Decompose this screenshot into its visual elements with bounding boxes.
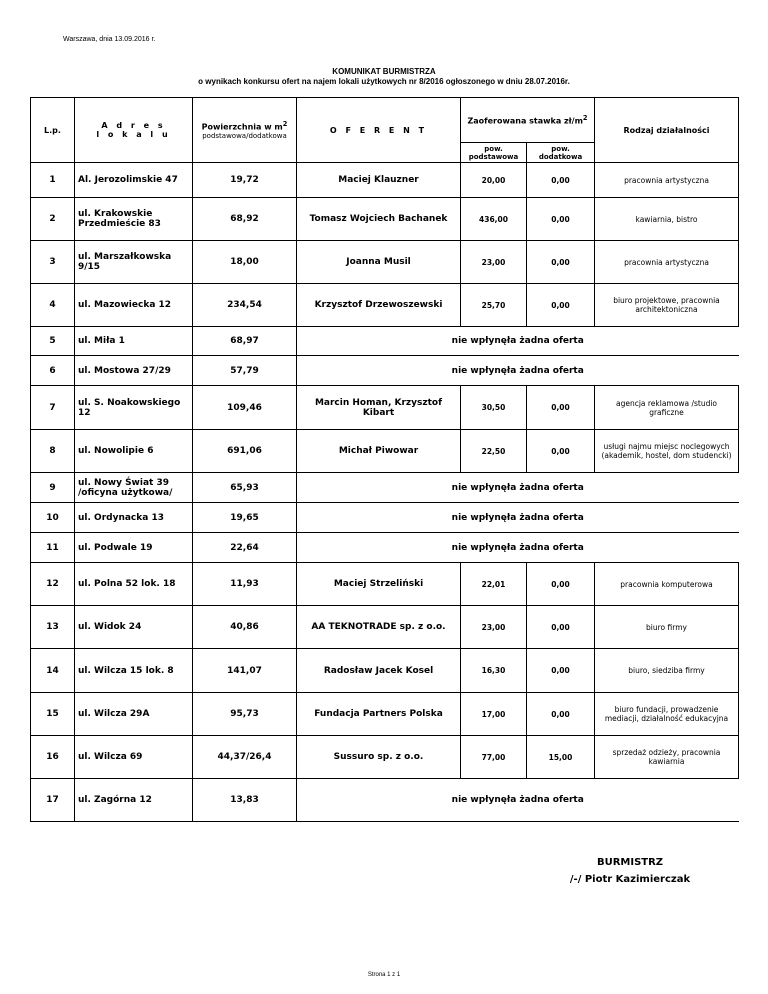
header-pow-label: Powierzchnia w $m^2$ <box>201 120 288 132</box>
cell-lp: 15 <box>31 693 75 736</box>
cell-stawka-podstawowa: 30,50 <box>461 386 527 430</box>
table-row <box>31 198 739 241</box>
table-row <box>31 386 739 430</box>
cell-oferent: Marcin Homan, Krzysztof Kibart <box>297 386 461 430</box>
cell-stawka-dodatkowa: 0,00 <box>527 430 595 473</box>
table-row <box>31 284 739 327</box>
table-row <box>31 163 739 198</box>
cell-powierzchnia: 95,73 <box>193 693 297 736</box>
cell-adres: ul. Polna 52 lok. 18 <box>75 563 193 606</box>
cell-stawka-dodatkowa: 0,00 <box>527 386 595 430</box>
header-adres-line2: l o k a l u <box>96 130 171 139</box>
cell-lp: 3 <box>31 241 75 284</box>
cell-powierzchnia: 691,06 <box>193 430 297 473</box>
cell-lp: 17 <box>31 779 75 822</box>
cell-stawka-dodatkowa: 0,00 <box>527 163 595 198</box>
header-oferent: O F E R E N T <box>297 98 461 163</box>
cell-stawka-podstawowa: 436,00 <box>461 198 527 241</box>
page-footer: Strona 1 z 1 <box>367 972 401 978</box>
cell-stawka-podstawowa: 23,00 <box>461 241 527 284</box>
cell-rodzaj: kawiarnia, bistro <box>595 198 739 241</box>
table-row <box>31 430 739 473</box>
cell-rodzaj: agencja reklamowa /studio graficzne <box>595 386 739 430</box>
cell-lp: 16 <box>31 736 75 779</box>
cell-lp: 5 <box>31 327 75 356</box>
cell-rodzaj: biuro, siedziba firmy <box>595 649 739 693</box>
cell-oferent: Fundacja Partners Polska <box>297 693 461 736</box>
cell-rodzaj: biuro projektowe, pracownia architektoniczna <box>595 284 739 327</box>
cell-powierzchnia: 234,54 <box>193 284 297 327</box>
table-row <box>31 736 739 779</box>
header-powierzchnia <box>193 98 297 163</box>
cell-powierzchnia: 22,64 <box>193 533 297 563</box>
cell-no-offer: nie wpłynęła żadna oferta <box>297 473 739 503</box>
header-pow-podstawowa: pow. podstawowa <box>461 143 527 163</box>
header-pow-dodatkowa: pow. dodatkowa <box>527 143 595 163</box>
results-table <box>30 97 739 822</box>
header-adres-line1: A d r e s <box>101 121 166 130</box>
cell-powierzchnia: 11,93 <box>193 563 297 606</box>
cell-stawka-podstawowa: 22,01 <box>461 563 527 606</box>
cell-lp: 6 <box>31 356 75 386</box>
cell-adres: Al. Jerozolimskie 47 <box>75 163 193 198</box>
cell-lp: 2 <box>31 198 75 241</box>
cell-no-offer: nie wpłynęła żadna oferta <box>297 356 739 386</box>
table-row <box>31 503 739 533</box>
cell-adres: ul. Mazowiecka 12 <box>75 284 193 327</box>
cell-adres: ul. Krakowskie Przedmieście 83 <box>75 198 193 241</box>
cell-rodzaj: pracownia artystyczna <box>595 241 739 284</box>
cell-stawka-dodatkowa: 15,00 <box>527 736 595 779</box>
cell-lp: 12 <box>31 563 75 606</box>
cell-oferent: Joanna Musil <box>297 241 461 284</box>
cell-stawka-dodatkowa: 0,00 <box>527 198 595 241</box>
cell-lp: 13 <box>31 606 75 649</box>
cell-rodzaj: pracownia komputerowa <box>595 563 739 606</box>
cell-stawka-podstawowa: 20,00 <box>461 163 527 198</box>
cell-rodzaj: biuro firmy <box>595 606 739 649</box>
table-row <box>31 563 739 606</box>
cell-powierzchnia: 68,97 <box>193 327 297 356</box>
cell-rodzaj: pracownia artystyczna <box>595 163 739 198</box>
cell-lp: 4 <box>31 284 75 327</box>
cell-no-offer: nie wpłynęła żadna oferta <box>297 503 739 533</box>
cell-oferent: Maciej Klauzner <box>297 163 461 198</box>
cell-stawka-podstawowa: 16,30 <box>461 649 527 693</box>
cell-stawka-podstawowa: 17,00 <box>461 693 527 736</box>
header-rodzaj: Rodzaj działalności <box>595 98 739 163</box>
cell-lp: 14 <box>31 649 75 693</box>
cell-stawka-podstawowa: 77,00 <box>461 736 527 779</box>
cell-adres: ul. Wilcza 29A <box>75 693 193 736</box>
table-row <box>31 356 739 386</box>
document-title: KOMUNIKAT BURMISTRZA <box>332 67 436 76</box>
cell-stawka-dodatkowa: 0,00 <box>527 649 595 693</box>
cell-stawka-dodatkowa: 0,00 <box>527 284 595 327</box>
cell-powierzchnia: 19,72 <box>193 163 297 198</box>
cell-stawka-dodatkowa: 0,00 <box>527 693 595 736</box>
cell-stawka-podstawowa: 25,70 <box>461 284 527 327</box>
cell-oferent: Tomasz Wojciech Bachanek <box>297 198 461 241</box>
cell-lp: 1 <box>31 163 75 198</box>
header-adres <box>75 98 193 163</box>
cell-oferent: AA TEKNOTRADE sp. z o.o. <box>297 606 461 649</box>
cell-stawka-dodatkowa: 0,00 <box>527 241 595 284</box>
cell-lp: 10 <box>31 503 75 533</box>
cell-adres: ul. Podwale 19 <box>75 533 193 563</box>
cell-stawka-dodatkowa: 0,00 <box>527 563 595 606</box>
table-row <box>31 533 739 563</box>
document-subtitle: o wynikach konkursu ofert na najem lokali użytkowych nr 8/2016 ogłoszonego w dniu 28.07.2016r. <box>198 77 570 86</box>
cell-oferent: Sussuro sp. z o.o. <box>297 736 461 779</box>
cell-powierzchnia: 141,07 <box>193 649 297 693</box>
cell-rodzaj: biuro fundacji, prowadzenie mediacji, działalność edukacyjna <box>595 693 739 736</box>
cell-powierzchnia: 109,46 <box>193 386 297 430</box>
cell-oferent: Michał Piwowar <box>297 430 461 473</box>
table-row <box>31 606 739 649</box>
table-row <box>31 779 739 822</box>
cell-oferent: Maciej Strzeliński <box>297 563 461 606</box>
table-row <box>31 693 739 736</box>
cell-powierzchnia: 44,37/26,4 <box>193 736 297 779</box>
cell-adres: ul. Ordynacka 13 <box>75 503 193 533</box>
cell-powierzchnia: 65,93 <box>193 473 297 503</box>
cell-no-offer: nie wpłynęła żadna oferta <box>297 533 739 563</box>
cell-lp: 7 <box>31 386 75 430</box>
cell-adres: ul. Miła 1 <box>75 327 193 356</box>
header-lp: L.p. <box>31 98 75 163</box>
cell-stawka-podstawowa: 22,50 <box>461 430 527 473</box>
cell-adres: ul. S. Noakowskiego 12 <box>75 386 193 430</box>
date-line: Warszawa, dnia 13.09.2016 r. <box>63 36 156 43</box>
cell-adres: ul. Widok 24 <box>75 606 193 649</box>
cell-adres: ul. Wilcza 15 lok. 8 <box>75 649 193 693</box>
cell-powierzchnia: 18,00 <box>193 241 297 284</box>
cell-powierzchnia: 13,83 <box>193 779 297 822</box>
cell-adres: ul. Nowolipie 6 <box>75 430 193 473</box>
cell-stawka-dodatkowa: 0,00 <box>527 606 595 649</box>
cell-adres: ul. Mostowa 27/29 <box>75 356 193 386</box>
cell-powierzchnia: 19,65 <box>193 503 297 533</box>
table-row <box>31 649 739 693</box>
cell-powierzchnia: 40,86 <box>193 606 297 649</box>
cell-no-offer: nie wpłynęła żadna oferta <box>297 327 739 356</box>
cell-adres: ul. Nowy Świat 39 /oficyna użytkowa/ <box>75 473 193 503</box>
cell-oferent: Radosław Jacek Kosel <box>297 649 461 693</box>
cell-rodzaj: sprzedaż odzieży, pracownia kawiarnia <box>595 736 739 779</box>
signature-name: /-/ Piotr Kazimierczak <box>569 874 691 885</box>
cell-no-offer: nie wpłynęła żadna oferta <box>297 779 739 822</box>
cell-powierzchnia: 68,92 <box>193 198 297 241</box>
table-row <box>31 327 739 356</box>
header-stawka: Zaoferowana stawka $zł/m^2$ <box>461 98 595 143</box>
cell-lp: 8 <box>31 430 75 473</box>
cell-lp: 9 <box>31 473 75 503</box>
cell-stawka-podstawowa: 23,00 <box>461 606 527 649</box>
table-row <box>31 241 739 284</box>
cell-lp: 11 <box>31 533 75 563</box>
cell-oferent: Krzysztof Drzewoszewski <box>297 284 461 327</box>
header-pow-sub: podstawowa/dodatkowa <box>202 131 287 140</box>
signature-title: BURMISTRZ <box>596 857 664 868</box>
cell-adres: ul. Zagórna 12 <box>75 779 193 822</box>
cell-adres: ul. Marszałkowska 9/15 <box>75 241 193 284</box>
cell-adres: ul. Wilcza 69 <box>75 736 193 779</box>
cell-powierzchnia: 57,79 <box>193 356 297 386</box>
table-row <box>31 473 739 503</box>
cell-rodzaj: usługi najmu miejsc noclegowych (akademik, hostel, dom studencki) <box>595 430 739 473</box>
